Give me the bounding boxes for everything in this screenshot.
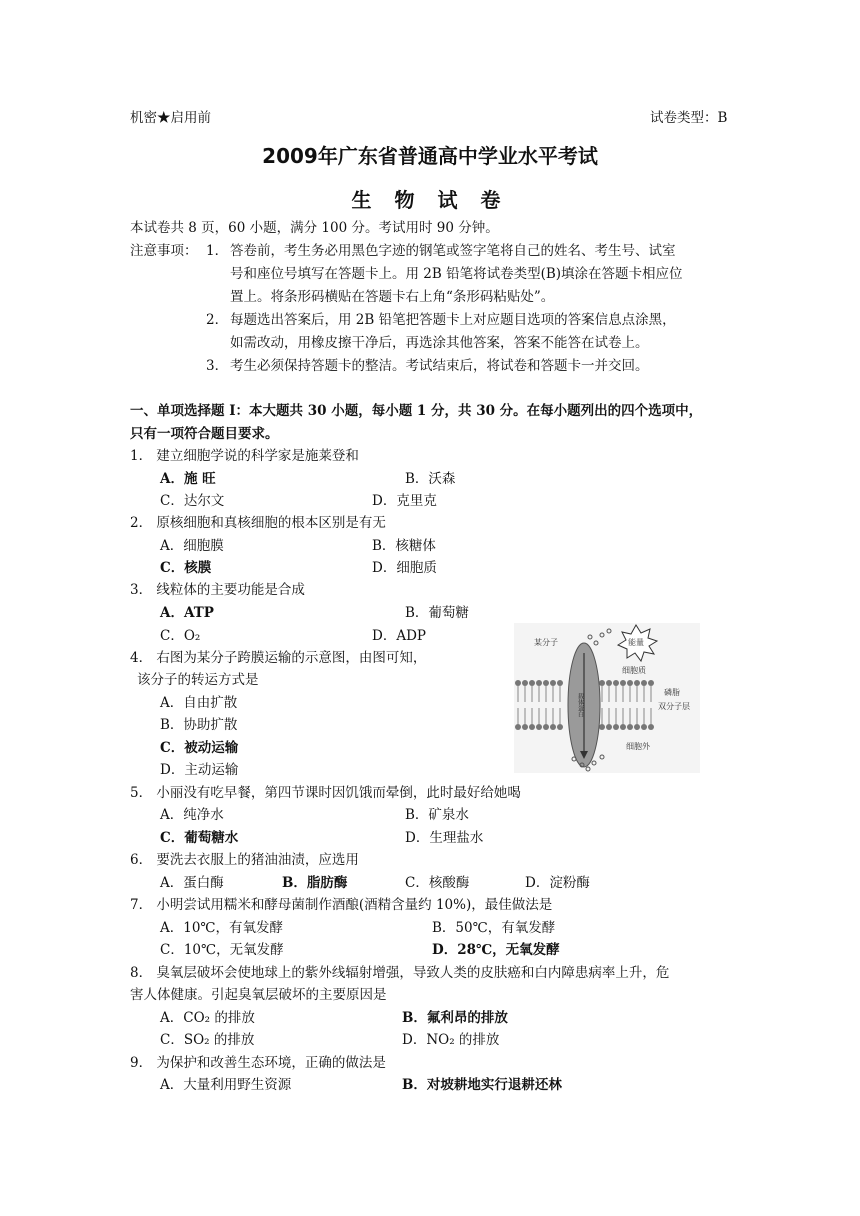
notice-num-3: 3． bbox=[206, 358, 229, 374]
answer-option: B．矿泉水 bbox=[405, 807, 469, 823]
answer-option: D．主动运输 bbox=[160, 762, 239, 778]
lipid-head bbox=[515, 724, 521, 730]
energy-label: 能量 bbox=[628, 638, 644, 647]
answer-option: C．O₂ bbox=[160, 628, 201, 644]
intro-text: 本试卷共 8 页，60 小题，满分 100 分。考试用时 90 分钟。 bbox=[130, 220, 499, 236]
notice-line: 号和座位号填写在答题卡上。用 2B 铅笔将试卷类型(B)填涂在答题卡相应位 bbox=[230, 266, 683, 282]
notice-line: 每题选出答案后，用 2B 铅笔把答题卡上对应题目选项的答案信息点涂黑， bbox=[230, 312, 676, 328]
answer-option: A．CO₂ 的排放 bbox=[160, 1010, 255, 1026]
notice-line: 考生必须保持答题卡的整洁。考试结束后，将试卷和答题卡一并交回。 bbox=[230, 358, 649, 374]
exam-subtitle: 生 物 试 卷 bbox=[351, 188, 509, 212]
exam-title: 2009年广东省普通高中学业水平考试 bbox=[262, 144, 598, 168]
lipid-head bbox=[529, 724, 535, 730]
notice-line: 如需改动，用橡皮擦干净后，再选涂其他答案，答案不能答在试卷上。 bbox=[230, 335, 649, 351]
lipid-head bbox=[522, 680, 528, 686]
membrane-transport-figure bbox=[514, 623, 700, 773]
lipid-head bbox=[634, 724, 640, 730]
answer-option: A．大量利用野生资源 bbox=[160, 1077, 292, 1093]
lipid-head bbox=[620, 724, 626, 730]
answer-option: B．核糖体 bbox=[372, 538, 436, 554]
answer-option: D．淀粉酶 bbox=[525, 875, 590, 891]
answer-option: A．蛋白酶 bbox=[160, 875, 224, 891]
answer-option: D．28℃，无氧发酵 bbox=[432, 942, 560, 958]
answer-option: A．施 旺 bbox=[160, 471, 216, 487]
notice-num-2: 2． bbox=[206, 312, 229, 328]
answer-option: D．NO₂ 的排放 bbox=[402, 1032, 500, 1048]
answer-option: B．50℃，有氧发酵 bbox=[432, 920, 556, 936]
answer-option: C．达尔文 bbox=[160, 493, 225, 509]
lipid-head bbox=[599, 724, 605, 730]
section-heading: 一、单项选择题 I：本大题共 30 小题，每小题 1 分，共 30 分。在每小题列出的四个选项中， bbox=[130, 403, 703, 419]
molecule-label: 某分子 bbox=[534, 638, 558, 647]
question-stem-cont: 害人体健康。引起臭氧层破坏的主要原因是 bbox=[130, 987, 387, 1003]
lipid-head bbox=[613, 724, 619, 730]
lipid-head bbox=[543, 724, 549, 730]
lipid-head bbox=[606, 680, 612, 686]
answer-option: A．ATP bbox=[160, 605, 214, 621]
lipid-head bbox=[536, 724, 542, 730]
bilayer-label: 双分子层 bbox=[658, 702, 690, 711]
lipid-head bbox=[627, 680, 633, 686]
answer-option: C．核酸酶 bbox=[405, 875, 470, 891]
answer-option: B．协助扩散 bbox=[160, 717, 238, 733]
answer-option: B．沃森 bbox=[405, 471, 456, 487]
question-stem: 9． 为保护和改善生态环境，正确的做法是 bbox=[130, 1055, 386, 1071]
lipid-head bbox=[522, 724, 528, 730]
lipid-head bbox=[634, 680, 640, 686]
lipid-head bbox=[627, 724, 633, 730]
extracellular-label: 细胞外 bbox=[626, 742, 650, 751]
section-heading-cont: 只有一项符合题目要求。 bbox=[130, 426, 279, 442]
answer-option: C．10℃，无氧发酵 bbox=[160, 942, 284, 958]
paper-type-label: 试卷类型：B bbox=[650, 110, 728, 126]
lipid-head bbox=[641, 724, 647, 730]
cytoplasm-label: 细胞质 bbox=[622, 666, 646, 675]
lipid-head bbox=[557, 724, 563, 730]
answer-option: B．葡萄糖 bbox=[405, 605, 469, 621]
answer-option: A．纯净水 bbox=[160, 807, 224, 823]
question-stem: 5． 小丽没有吃早餐，第四节课时因饥饿而晕倒，此时最好给她喝 bbox=[130, 785, 521, 801]
lipid-head bbox=[550, 724, 556, 730]
lipid-head bbox=[543, 680, 549, 686]
lipid-head bbox=[515, 680, 521, 686]
answer-option: D．细胞质 bbox=[372, 560, 437, 576]
lipid-head bbox=[557, 680, 563, 686]
answer-option: A．10℃，有氧发酵 bbox=[160, 920, 284, 936]
answer-option: C．葡萄糖水 bbox=[160, 830, 239, 846]
answer-option: D．克里克 bbox=[372, 493, 437, 509]
lipid-head bbox=[641, 680, 647, 686]
question-stem: 2． 原核细胞和真核细胞的根本区别是有无 bbox=[130, 515, 386, 531]
lipid-head bbox=[620, 680, 626, 686]
lipid-head bbox=[613, 680, 619, 686]
answer-option: B．脂肪酶 bbox=[282, 875, 348, 891]
confidential-label: 机密★启用前 bbox=[130, 110, 211, 126]
question-stem: 8． 臭氧层破坏会使地球上的紫外线辐射增强，导致人类的皮肤癌和白内障患病率上升，危 bbox=[130, 965, 670, 981]
notice-line: 置上。将条形码横贴在答题卡右上角“条形码粘贴处”。 bbox=[230, 289, 555, 305]
notice-line: 答卷前，考生务必用黑色字迹的钢笔或签字笔将自己的姓名、考生号、试室 bbox=[230, 243, 676, 259]
answer-option: A．细胞膜 bbox=[160, 538, 224, 554]
membrane-diagram bbox=[514, 623, 700, 773]
lipid-head bbox=[599, 680, 605, 686]
question-stem: 7． 小明尝试用糯米和酵母菌制作酒酿(酒精含量约 10%)，最佳做法是 bbox=[130, 897, 553, 913]
lipid-head bbox=[648, 724, 654, 730]
carrier-label: 载体蛋白 bbox=[576, 693, 584, 717]
notice-num-1: 1． bbox=[206, 243, 229, 259]
answer-option: B．对坡耕地实行退耕还林 bbox=[402, 1077, 562, 1093]
answer-option: C．核膜 bbox=[160, 560, 212, 576]
notice-label: 注意事项： bbox=[130, 243, 198, 259]
question-stem-cont: 该分子的转运方式是 bbox=[137, 672, 259, 688]
lipid-head bbox=[550, 680, 556, 686]
question-stem: 1． 建立细胞学说的科学家是施莱登和 bbox=[130, 448, 359, 464]
lipid-head bbox=[529, 680, 535, 686]
answer-option: D．生理盐水 bbox=[405, 830, 484, 846]
answer-option: C．SO₂ 的排放 bbox=[160, 1032, 255, 1048]
answer-option: C．被动运输 bbox=[160, 740, 239, 756]
lipid-head bbox=[536, 680, 542, 686]
question-stem: 4． 右图为某分子跨膜运输的示意图，由图可知， bbox=[130, 650, 427, 666]
question-stem: 3． 线粒体的主要功能是合成 bbox=[130, 582, 305, 598]
lipid-head bbox=[606, 724, 612, 730]
question-stem: 6． 要洗去衣服上的猪油油渍，应选用 bbox=[130, 852, 359, 868]
answer-option: B．氟利昂的排放 bbox=[402, 1010, 508, 1026]
lipid-head bbox=[648, 680, 654, 686]
answer-option: A．自由扩散 bbox=[160, 695, 238, 711]
phospholipid-label: 磷脂 bbox=[664, 688, 680, 697]
answer-option: D．ADP bbox=[372, 628, 426, 644]
